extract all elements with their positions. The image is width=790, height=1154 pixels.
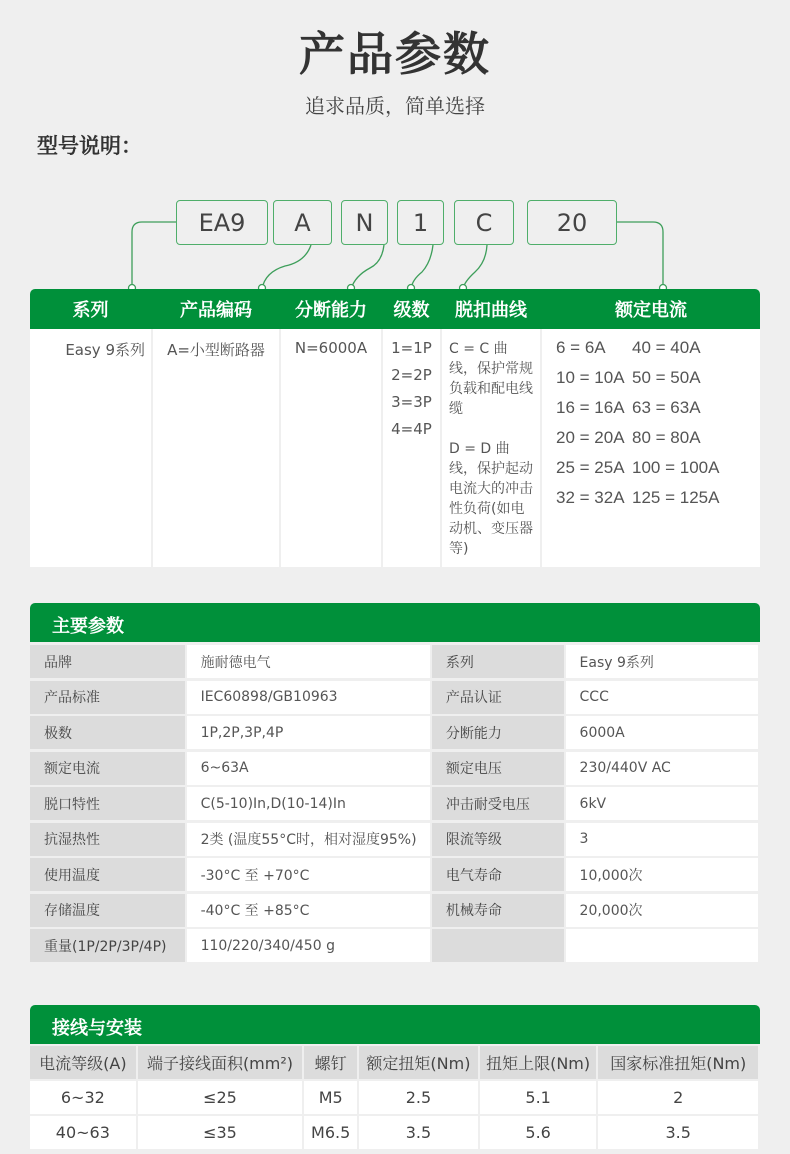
param-value: 2类 (温度55°C时，相对湿度95%) xyxy=(187,823,430,856)
param-row xyxy=(30,823,760,856)
param-row xyxy=(30,716,760,749)
param-row xyxy=(30,929,760,962)
main-params-header: 主要参数 xyxy=(30,603,760,642)
current-item: 20 = 20A xyxy=(556,428,625,447)
param-label: 机械寿命 xyxy=(432,894,564,927)
pole-item: 4=4P xyxy=(391,420,432,438)
param-label: 产品认证 xyxy=(432,681,564,714)
current-item: 6 = 6A xyxy=(556,338,606,357)
current-row xyxy=(556,393,760,423)
param-label: 电气寿命 xyxy=(432,858,564,891)
param-value: CCC xyxy=(566,681,758,714)
page-subtitle: 追求品质，简单选择 xyxy=(305,94,485,118)
param-label xyxy=(432,929,564,962)
header-breaking: 分断能力 xyxy=(295,300,367,321)
current-item: 125 = 125A xyxy=(632,488,720,507)
connector-lines xyxy=(0,0,790,300)
header-poles: 级数 xyxy=(393,300,430,321)
value-current xyxy=(542,329,760,567)
param-value: 6kV xyxy=(566,787,758,820)
param-row xyxy=(30,894,760,927)
current-item: 63 = 63A xyxy=(632,398,701,417)
param-label: 使用温度 xyxy=(30,858,185,891)
curve-d-desc: D = D 曲线，保护起动电流大的冲击性负荷(如电动机、变压器等) xyxy=(449,441,533,557)
current-item: 80 = 80A xyxy=(632,428,701,447)
param-value: IEC60898/GB10963 xyxy=(187,681,430,714)
pole-item: 2=2P xyxy=(391,366,432,384)
header-code: 产品编码 xyxy=(180,300,252,321)
curve-c-desc: C = C 曲线，保护常规负载和配电线缆 xyxy=(449,341,533,417)
current-item: 32 = 32A xyxy=(556,488,625,507)
table-cell: 2.5 xyxy=(359,1081,478,1114)
current-row xyxy=(556,483,760,513)
current-item: 10 = 10A xyxy=(556,368,625,387)
param-label: 极数 xyxy=(30,716,185,749)
wiring-header-row xyxy=(30,1046,760,1079)
param-value: 20,000次 xyxy=(566,894,758,927)
header-series: 系列 xyxy=(72,300,109,321)
param-label: 分断能力 xyxy=(432,716,564,749)
header-current: 额定电流 xyxy=(615,300,687,321)
value-breaking: N=6000A xyxy=(281,329,381,567)
table-cell: 5.6 xyxy=(480,1116,597,1149)
param-value: 施耐德电气 xyxy=(187,645,430,678)
param-value: 230/440V AC xyxy=(566,752,758,785)
wiring-row xyxy=(30,1116,760,1149)
table-cell: ≤25 xyxy=(138,1081,303,1114)
param-label: 限流等级 xyxy=(432,823,564,856)
param-value: 110/220/340/450 g xyxy=(187,929,430,962)
table-cell: 2 xyxy=(598,1081,758,1114)
param-value xyxy=(566,929,758,962)
param-value: 6~63A xyxy=(187,752,430,785)
param-label: 额定电压 xyxy=(432,752,564,785)
param-label: 重量(1P/2P/3P/4P) xyxy=(30,929,185,962)
table-cell: 3.5 xyxy=(359,1116,478,1149)
wiring-row xyxy=(30,1081,760,1114)
param-value: 3 xyxy=(566,823,758,856)
param-label: 系列 xyxy=(432,645,564,678)
pole-item: 1=1P xyxy=(391,339,432,357)
column-header: 螺钉 xyxy=(304,1046,357,1079)
param-value: 10,000次 xyxy=(566,858,758,891)
param-value: C(5-10)In,D(10-14)In xyxy=(187,787,430,820)
column-header: 额定扭矩(Nm) xyxy=(359,1046,478,1079)
table-cell: ≤35 xyxy=(138,1116,303,1149)
param-row xyxy=(30,787,760,820)
param-label: 额定电流 xyxy=(30,752,185,785)
code-box-product: A xyxy=(273,200,332,245)
current-row xyxy=(556,363,760,393)
header-curve: 脱扣曲线 xyxy=(455,300,527,321)
table-cell: 6~32 xyxy=(30,1081,136,1114)
column-header: 扭矩上限(Nm) xyxy=(480,1046,597,1079)
current-row xyxy=(556,453,760,483)
table-cell: M6.5 xyxy=(304,1116,357,1149)
value-series: Easy 9系列 xyxy=(30,329,151,567)
param-row xyxy=(30,645,760,678)
param-row xyxy=(30,752,760,785)
param-label: 存储温度 xyxy=(30,894,185,927)
param-label: 品牌 xyxy=(30,645,185,678)
table-cell: 3.5 xyxy=(598,1116,758,1149)
pole-item: 3=3P xyxy=(391,393,432,411)
current-item: 50 = 50A xyxy=(632,368,701,387)
param-value: 6000A xyxy=(566,716,758,749)
table-cell: 40~63 xyxy=(30,1116,136,1149)
param-label: 产品标准 xyxy=(30,681,185,714)
value-poles xyxy=(383,329,440,567)
value-curve xyxy=(442,329,540,567)
current-row xyxy=(556,333,760,363)
code-box-series: EA9 xyxy=(176,200,268,245)
param-label: 冲击耐受电压 xyxy=(432,787,564,820)
param-value: Easy 9系列 xyxy=(566,645,758,678)
param-value: -30°C 至 +70°C xyxy=(187,858,430,891)
current-item: 40 = 40A xyxy=(632,338,701,357)
table-cell: M5 xyxy=(304,1081,357,1114)
current-item: 16 = 16A xyxy=(556,398,625,417)
current-item: 25 = 25A xyxy=(556,458,625,477)
current-item: 100 = 100A xyxy=(632,458,720,477)
param-label: 抗湿热性 xyxy=(30,823,185,856)
code-box-current: 20 xyxy=(527,200,617,245)
value-code: A=小型断路器 xyxy=(153,329,279,567)
page-title: 产品参数 xyxy=(299,27,491,81)
param-value: 1P,2P,3P,4P xyxy=(187,716,430,749)
code-box-curve: C xyxy=(454,200,514,245)
param-row xyxy=(30,681,760,714)
column-header: 电流等级(A) xyxy=(30,1046,136,1079)
column-header: 端子接线面积(mm²) xyxy=(138,1046,303,1079)
param-row xyxy=(30,858,760,891)
param-value: -40°C 至 +85°C xyxy=(187,894,430,927)
model-explanation-label: 型号说明： xyxy=(37,134,142,158)
wiring-header: 接线与安装 xyxy=(30,1005,760,1044)
code-box-breaking: N xyxy=(341,200,388,245)
column-header: 国家标准扭矩(Nm) xyxy=(598,1046,758,1079)
current-row xyxy=(556,423,760,453)
table-cell: 5.1 xyxy=(480,1081,597,1114)
code-box-poles: 1 xyxy=(397,200,444,245)
param-label: 脱口特性 xyxy=(30,787,185,820)
